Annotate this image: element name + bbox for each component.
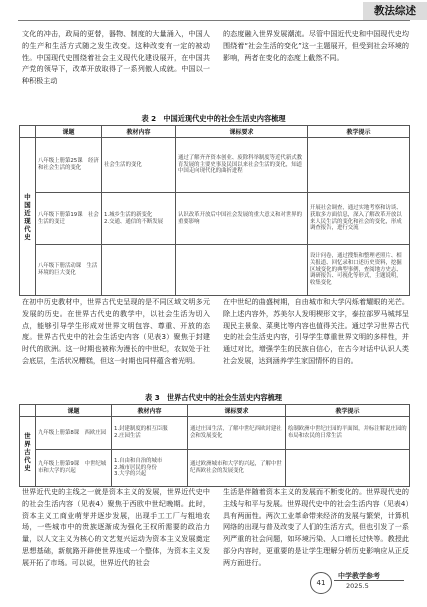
header-rule xyxy=(18,20,410,21)
page-number: 41 xyxy=(310,572,332,594)
table-cell: 开展社会调查，通过实地考察和访谈、获取多方面信息，深入了解改革开放以来人民生活的变化和社会的变化，形成调查报告，进行交流 xyxy=(308,193,410,245)
table2-header-cell: 课题 xyxy=(36,126,102,138)
paragraph-top-right: 的态度融入世界发展潮流。尽管中国近代史和中国现代史均围绕着“社会生活的变化”这一主题展开，但受到社会环境的影响，两者在变化的态度上截然不同。 xyxy=(223,29,409,62)
table-cell: 认识改革开放后中国社会发展的重大意义和对世界的重要影响 xyxy=(176,193,308,245)
table-row xyxy=(20,450,410,487)
row-group-label: 世界古代史 xyxy=(24,431,31,472)
section-tag: 教法综述 xyxy=(363,2,427,20)
journal-issue: 2025.5 xyxy=(346,582,369,590)
table-row xyxy=(20,138,410,193)
table-cell: 社会生活的变化 xyxy=(102,138,176,193)
table3 xyxy=(19,404,410,487)
table3-header-row xyxy=(20,405,410,417)
table2-corner-cell xyxy=(20,126,36,138)
table-cell: 八年级下册活动课 生活环境的巨大变化 xyxy=(36,245,102,296)
table3-header-cell: 课标要求 xyxy=(188,405,286,417)
table-cell: 通过了解齐齐资本创业、废除科举制度等近代新式教育发展的主要史事及民国以来社会生活的变化，知道中国走向现代化的曲折进程 xyxy=(176,138,308,193)
paragraph-bottom-left: 世界近代史的主线之一就是资本主义的发展，世界近代史中的社会生活内容（见表4）聚焦于西欧中世纪晚期。此时，资本主义工商业萌芽并逐步发展，出现手工工厂与粗地农场，一些城市中的贵族逐渐成为强化王权所需要的政治力量，以人文主义为核心的文艺复兴运动为资本主义发展奠定思想基础，新航路开辟使世界连成一个整体，为资本主义发展开拓了市场。可以说，世界近代的社会 xyxy=(22,487,210,567)
footer-rule xyxy=(334,580,404,581)
paragraph-mid-right: 在中世纪的曲盛树期，自由城市和大学闪烁着耀眼的光芒。除上述内容外，苏美尔人发明楔形文字，泰拉部罗马城邦呈现民主景象、菜奥比等内容也值得关注。通过学习世界古代史的社会生活史内容，引导学生尊重世界文明的多样性，并通过对比，增强学生的民族自信心，在古今对话中认识人类社会发展，达到涵养学生家国情怀的目的。 xyxy=(223,297,409,365)
table-cell: 1.封建制度的相互臣服 2.庄园生活 xyxy=(112,417,188,450)
table2-header-cell: 课标要求 xyxy=(176,126,308,138)
table2-header-cell: 教学提示 xyxy=(308,126,410,138)
table-cell: 1.城乡生活的新变化 2.交通、通信的不断发展 xyxy=(102,193,176,245)
table3-header-cell: 课题 xyxy=(36,405,112,417)
table-cell: 八年级上册第25课 经济和社会生活的变化 xyxy=(36,138,102,193)
paragraph-top-left: 文化的冲击，政局的更替，器物、制度的大量涌入，中国人的生产和生活方式随之发生改变。这种改变有一定的被动性。中国现代史围绕着社会主义现代化建设展开，在中国共产党的领导下，改革开放取得了一系列傲人成就。中国以一种积极主动 xyxy=(22,29,210,86)
row-group-label: 中国近现代史 xyxy=(24,192,31,241)
table-cell: 九年级上册第9课 中世纪城市和大学的兴起 xyxy=(36,450,112,487)
paragraph-bottom-right: 生活是伴随着资本主义的发展而不断变化的。世界现代史的主线与和平与发展。世界现代史中的社会生活内容（见表4）具有两面性。两次工业革命带来经济的发展与繁荣，计算机网络的出现与普及改变了人们的生活方式，但也引发了一系列严重的社会问题，如环境污染、人口增长过快等。教授此部分内容时，更重要的是让学生理解分析历史影响应从正反两方面进行。 xyxy=(223,487,409,567)
table2-header-cell: 教材内容 xyxy=(102,126,176,138)
table-cell xyxy=(176,245,308,296)
table2-title: 表 2 中国近现代史中的社会生活史内容梳理 xyxy=(141,114,286,123)
table3-header-cell: 教材内容 xyxy=(112,405,188,417)
table-row xyxy=(20,193,410,245)
table-cell xyxy=(286,450,410,487)
table-cell: 通过欧洲城市和大学的兴起，了解中世纪西欧社会的发展变化 xyxy=(188,450,286,487)
table-row xyxy=(20,245,410,296)
table2-row-group xyxy=(20,138,36,296)
table3-header-cell: 教学提示 xyxy=(286,405,410,417)
table3-title: 表 3 世界古代史中的社会生活史内容梳理 xyxy=(145,393,282,402)
table-cell xyxy=(102,245,176,296)
journal-name: 中学教学参考 xyxy=(338,572,380,580)
table2 xyxy=(19,125,410,296)
table2-header-row xyxy=(20,126,410,138)
table-cell: 通过庄园生活，了解中世纪西欧封建社会和发展变化 xyxy=(188,417,286,450)
table3-corner-cell xyxy=(20,405,36,417)
table-cell: 设计问卷，通过搜集和整理老照片、相关报道、回忆录和口述历史资料，挖掘区域变化的典型事例，查阅地方史志、调研报告、可视化等形式，主题说明，收集变化 xyxy=(308,245,410,296)
table-row xyxy=(20,417,410,450)
table-cell: 1.自由和自治的城市 2.城市居民的身份 3.大学的兴起 xyxy=(112,450,188,487)
paragraph-mid-left: 在初中历史教材中，世界古代史呈现的是不同区域文明多元发展的历史。在世界古代史的教学中，以社会生活为切入点，能够引导学生形成对世界文明包容、尊重、开放的态度。世界古代史中的社会生活史内容（见表3）聚焦于封建时代的欧洲。这一时期也被称为漫长的中世纪，农奴处于社会底层，生活状况糟糕，但这一时期也同样蕴含着光明。 xyxy=(22,297,210,365)
page-header xyxy=(0,0,427,26)
table3-row-group xyxy=(20,417,36,487)
table-cell: 九年级上册第8课 西欧庄园 xyxy=(36,417,112,450)
table-cell xyxy=(308,138,410,193)
table-cell: 八年级下册第19课 社会生活的变迁 xyxy=(36,193,102,245)
table-cell: 绘制欧洲中世纪庄园的平面图，并标注解说庄园的布局和农民的日常生活 xyxy=(286,417,410,450)
